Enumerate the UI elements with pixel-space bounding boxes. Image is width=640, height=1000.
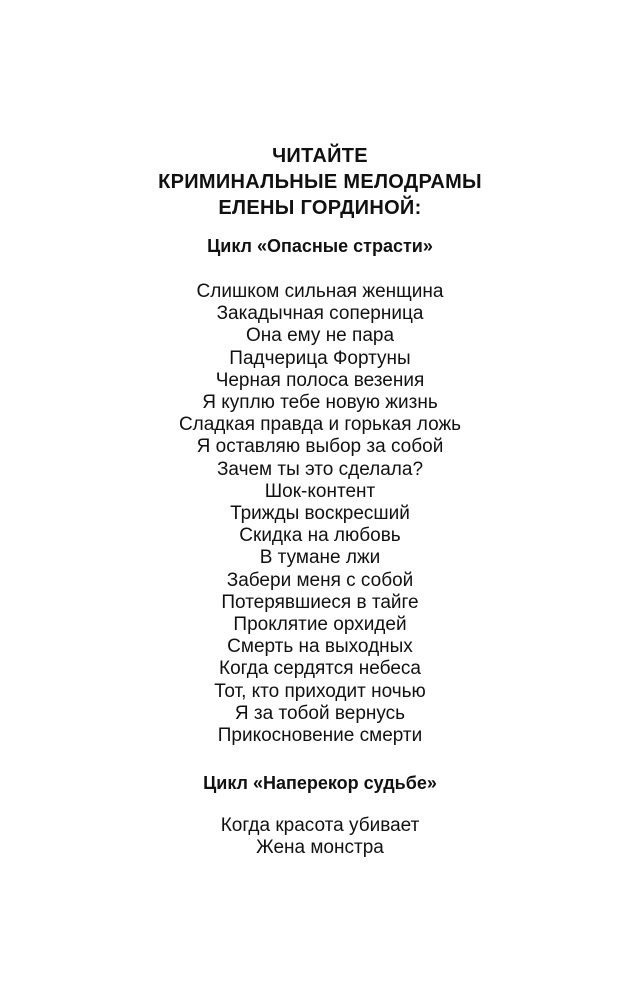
book-title: Она ему не пара — [245, 325, 395, 347]
book-title: Трижды воскресший — [230, 503, 410, 525]
book-title: Забери меня с собой — [226, 569, 414, 591]
heading-line-2: КРИМИНАЛЬНЫЕ МЕЛОДРАМЫ — [158, 171, 482, 193]
book-title: Я за тобой вернусь — [234, 702, 406, 724]
book-title: Я куплю тебе новую жизнь — [202, 392, 438, 414]
book-title: Черная полоса везения — [215, 369, 425, 391]
book-title: Сладкая правда и горькая ложь — [178, 414, 462, 436]
book-title: Слишком сильная женщина — [196, 281, 444, 302]
book-title: Когда сердятся небеса — [219, 658, 421, 680]
heading-line-1: ЧИТАЙТЕ — [272, 145, 368, 167]
book-list-dangerous-passions — [0, 281, 640, 747]
book-list-against-fate — [0, 815, 640, 859]
book-title: Смерть на выходных — [227, 636, 413, 658]
heading-line-3: ЕЛЕНЫ ГОРДИНОЙ: — [218, 197, 422, 219]
book-title: Проклятие орхидей — [233, 614, 407, 636]
book-title: Скидка на любовь — [239, 525, 401, 547]
book-title: Жена монстра — [256, 837, 384, 859]
book-title: Падчерица Фортуны — [229, 347, 411, 369]
book-title: Прикосновение смерти — [217, 725, 423, 747]
book-title: В тумане лжи — [259, 547, 381, 569]
series-title-against-fate: Цикл «Наперекор судьбе» — [203, 773, 437, 793]
series-title-dangerous-passions: Цикл «Опасные страсти» — [207, 236, 433, 256]
book-title: Потерявшиеся в тайге — [221, 591, 419, 613]
book-title: Когда красота убивает — [220, 815, 420, 836]
book-title: Закадычная соперница — [216, 303, 424, 325]
page-heading — [0, 143, 640, 221]
book-title: Зачем ты это сделала? — [216, 458, 424, 480]
book-title: Я оставляю выбор за собой — [196, 436, 444, 458]
book-title: Тот, кто приходит ночью — [214, 680, 426, 702]
book-title: Шок-контент — [264, 480, 376, 502]
